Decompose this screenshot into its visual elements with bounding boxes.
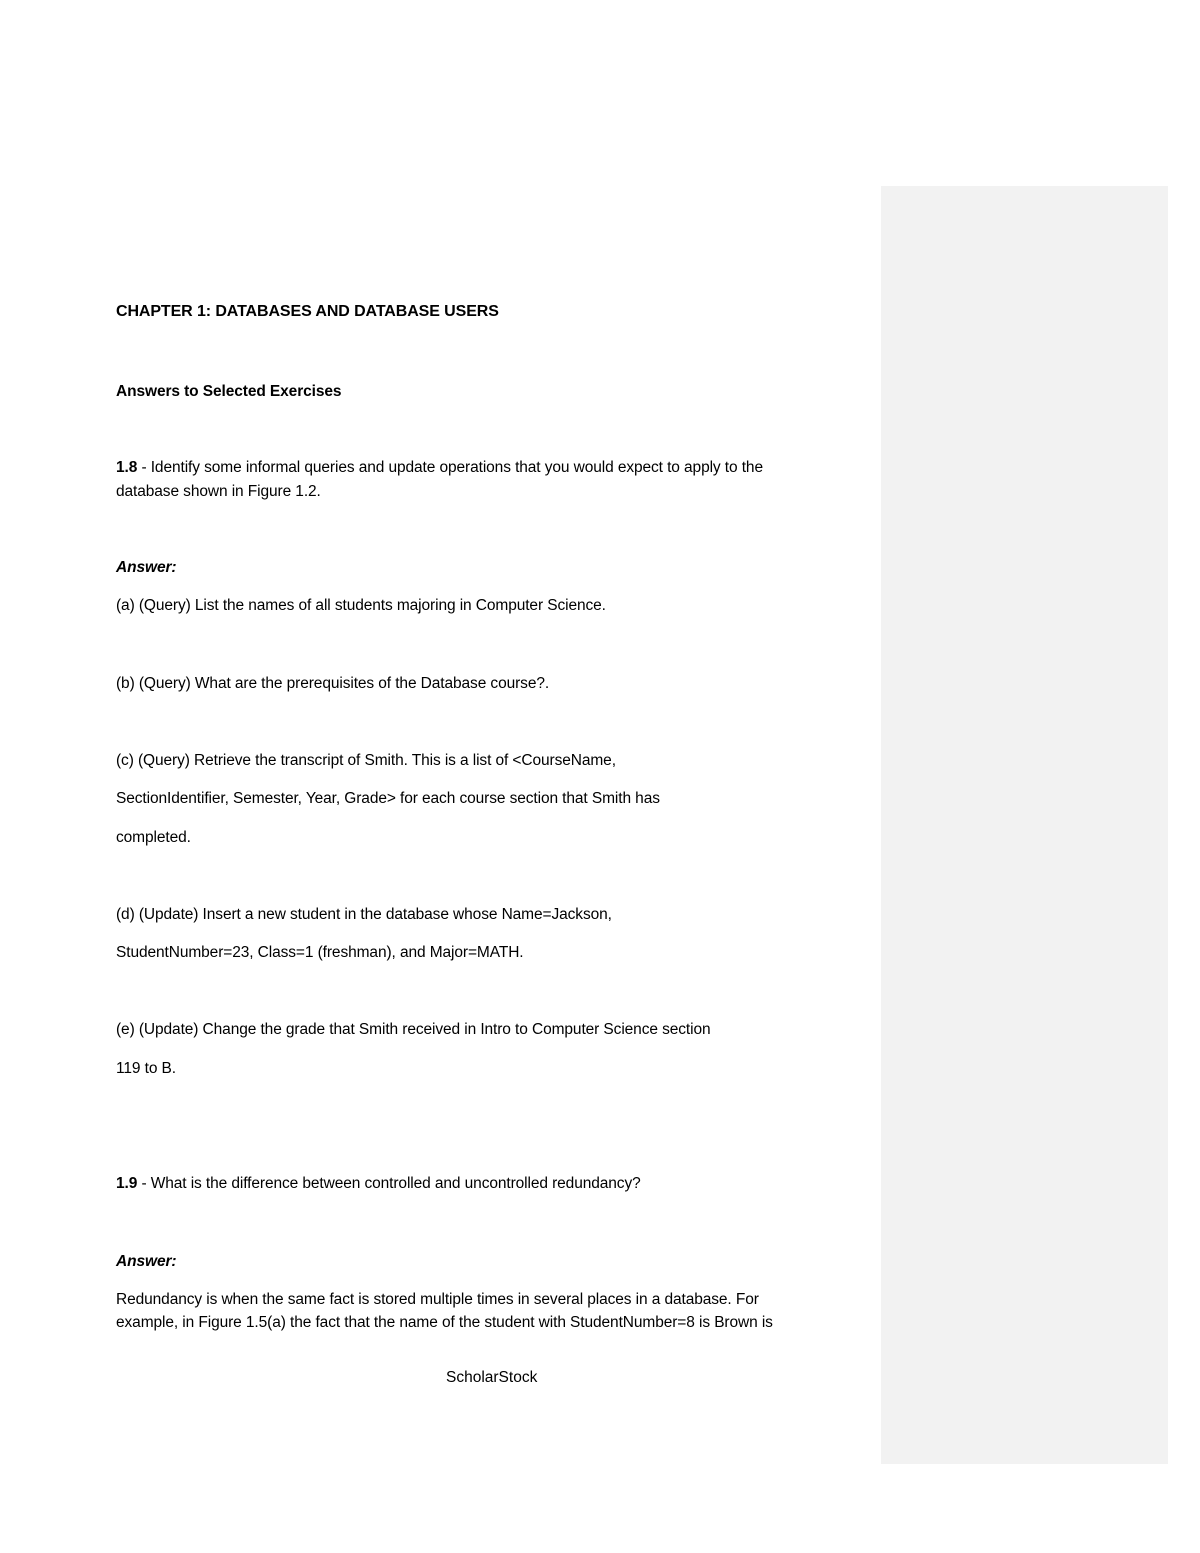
answer-item-b: (b) (Query) What are the prerequisites of the Database course?. bbox=[116, 675, 550, 692]
question-1-9 bbox=[116, 1172, 641, 1196]
answer-item-e-line2: 119 to B. bbox=[116, 1060, 176, 1077]
answer-item-d-line2: StudentNumber=23, Class=1 (freshman), and Major=MATH. bbox=[116, 944, 524, 961]
question-number: 1.8 bbox=[116, 459, 138, 476]
section-title: Answers to Selected Exercises bbox=[116, 383, 342, 400]
question-text: - Identify some informal queries and update operations that you would expect to apply to the bbox=[137, 459, 763, 476]
question-1-8-continued: database shown in Figure 1.2. bbox=[116, 483, 321, 500]
chapter-title: CHAPTER 1: DATABASES AND DATABASE USERS bbox=[116, 303, 499, 320]
question-1-8 bbox=[116, 456, 763, 480]
answer-item-e: (e) (Update) Change the grade that Smith received in Intro to Computer Science section bbox=[116, 1021, 711, 1038]
redundancy-paragraph-line1: Redundancy is when the same fact is stored multiple times in several places in a database. For bbox=[116, 1291, 759, 1308]
answer-item-c-line2: SectionIdentifier, Semester, Year, Grade> for each course section that Smith has bbox=[116, 790, 660, 807]
answer-item-a: (a) (Query) List the names of all students majoring in Computer Science. bbox=[116, 597, 606, 614]
comment-margin-pane bbox=[881, 186, 1168, 1464]
page-footer: ScholarStock bbox=[446, 1369, 538, 1386]
question-text: - What is the difference between controlled and uncontrolled redundancy? bbox=[137, 1175, 641, 1192]
answer-label: Answer: bbox=[116, 1253, 177, 1270]
answer-item-d: (d) (Update) Insert a new student in the database whose Name=Jackson, bbox=[116, 906, 612, 923]
redundancy-paragraph-line2: example, in Figure 1.5(a) the fact that the name of the student with StudentNumber=8 is Brown is bbox=[116, 1314, 773, 1331]
answer-label: Answer: bbox=[116, 559, 177, 576]
question-number: 1.9 bbox=[116, 1175, 138, 1192]
answer-item-c: (c) (Query) Retrieve the transcript of Smith. This is a list of <CourseName, bbox=[116, 752, 616, 769]
answer-item-c-line3: completed. bbox=[116, 829, 191, 846]
